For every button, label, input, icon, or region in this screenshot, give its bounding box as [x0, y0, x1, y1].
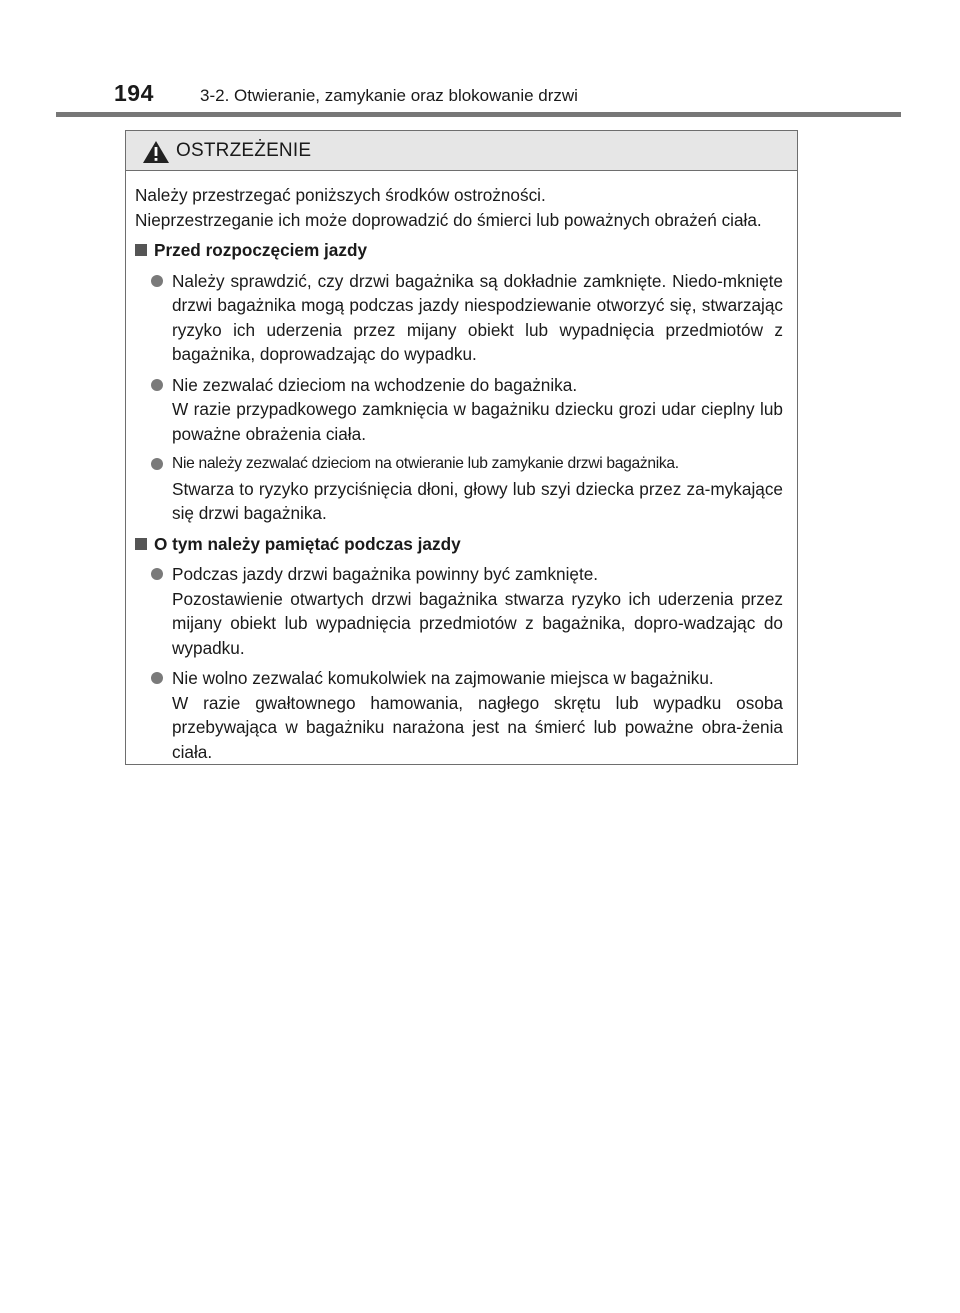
warning-triangle-icon	[142, 140, 170, 164]
warning-box	[125, 130, 798, 765]
circle-bullet-icon	[151, 568, 163, 580]
square-bullet-icon	[135, 538, 147, 550]
header-divider	[56, 112, 901, 117]
list-item	[151, 562, 783, 660]
section-while-driving	[135, 532, 783, 765]
warning-header	[126, 131, 797, 171]
intro-line: Nieprzestrzeganie ich może doprowadzić do śmierci lub poważnych obrażeń ciała.	[135, 209, 762, 230]
bullet-line: Stwarza to ryzyko przyciśnięcia dłoni, głowy lub szyi dziecka przez za-mykające się drzwi bagażnika.	[172, 478, 783, 523]
page-header	[0, 0, 960, 120]
bullet-line: Podczas jazdy drzwi bagażnika powinny być zamknięte.	[172, 564, 599, 584]
list-item	[151, 373, 783, 447]
circle-bullet-icon	[151, 458, 163, 470]
bullet-line: Nie należy zezwalać dzieciom na otwieranie lub zamykanie drzwi bagażnika.	[172, 455, 679, 472]
list-item	[151, 269, 783, 367]
bullet-line: W razie przypadkowego zamknięcia w bagażniku dziecku grozi udar cieplny lub poważne obrażenia ciała.	[172, 399, 783, 444]
bullet-line: Nie zezwalać dzieciom na wchodzenie do bagażnika.	[172, 374, 578, 395]
bullet-line: Nie wolno zezwalać komukolwiek na zajmowanie miejsca w bagażniku.	[172, 668, 714, 688]
warning-body	[126, 171, 797, 764]
bullet-line: Należy sprawdzić, czy drzwi bagażnika są dokładnie zamknięte. Niedo-mknięte drzwi bagażnika mogą podczas jazdy niespodziewanie otworzyć się, stwarzając ryzyko ich uderzenia przez mijany obiekt lub wypadnięcia przedmiotów z bagażnika, doprowadzając do wypadku.	[172, 270, 783, 364]
page-number: 194	[114, 80, 154, 106]
section-heading	[135, 238, 783, 263]
circle-bullet-icon	[151, 379, 163, 391]
list-item	[151, 452, 783, 526]
circle-bullet-icon	[151, 672, 163, 684]
bullet-line: Pozostawienie otwartych drzwi bagażnika stwarza ryzyko ich uderzenia przez mijany obiekt lub wypadnięcia przedmiotów z bagażnika, dopro-wadzając do wypadku.	[172, 588, 783, 658]
circle-bullet-icon	[151, 275, 163, 287]
section-heading-text: Przed rozpoczęciem jazdy	[154, 240, 368, 260]
section-heading-text: O tym należy pamiętać podczas jazdy	[154, 533, 461, 554]
warning-intro	[135, 183, 783, 232]
list-item	[151, 666, 783, 764]
section-title: 3-2. Otwieranie, zamykanie oraz blokowanie drzwi	[200, 86, 578, 105]
section-before-driving	[135, 238, 783, 526]
bullet-line: W razie gwałtownego hamowania, nagłego skrętu lub wypadku osoba przebywająca w bagażniku narażona jest na śmierć lub poważne obra-żenia ciała.	[172, 692, 783, 762]
section-heading	[135, 532, 783, 557]
warning-title: OSTRZEŻENIE	[176, 139, 312, 161]
square-bullet-icon	[135, 244, 147, 256]
intro-line: Należy przestrzegać poniższych środków ostrożności.	[135, 185, 546, 205]
